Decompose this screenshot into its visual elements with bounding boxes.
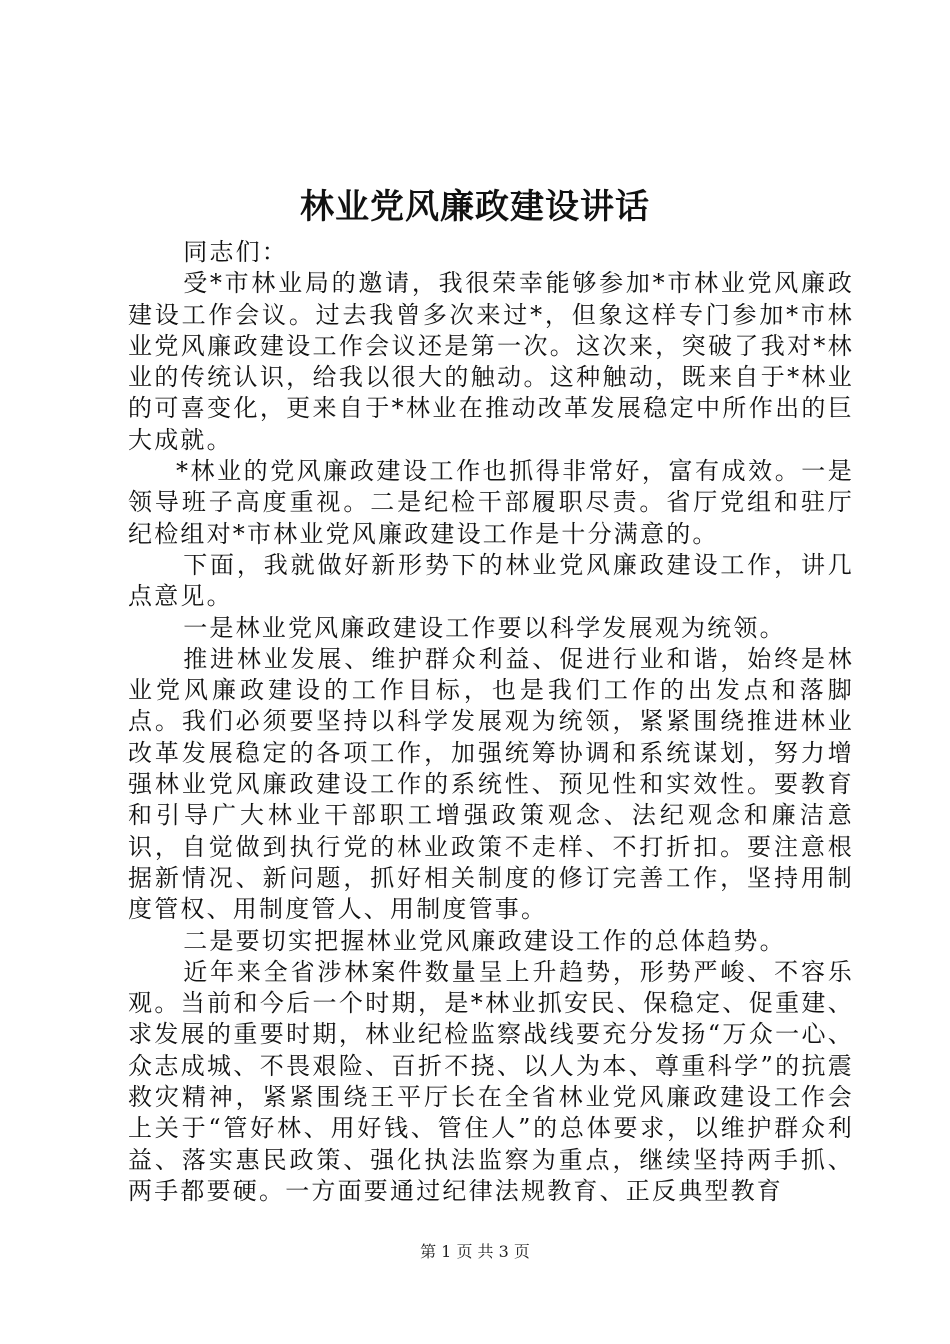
salutation-paragraph: 同志们： (183, 238, 288, 266)
document-title: 林业党风廉政建设讲话 (300, 187, 650, 227)
page-number-label: 第 1 页 共 3 页 (420, 1242, 530, 1261)
section-heading-1: 一是林业党风廉政建设工作要以科学发展观为统领。 (183, 613, 786, 642)
document-body (128, 237, 854, 1207)
body-paragraph-4: 推进林业发展、维护群众利益、促进行业和谐，始终是林业党风廉政建设的工作目标，也是我们工作的出发点和落脚点。我们必须要坚持以科学发展观为统领，紧紧围绕推进林业改革发展稳定的各项工作，加强统筹协调和系统谋划，努力增强林业党风廉政建设工作的系统性、预见性和实效性。要教育和引导广大林业干部职工增强政策观念、法纪观念和廉洁意识，自觉做到执行党的林业政策不走样、不打折扣。要注意根据新情况、新问题，抓好相关制度的修订完善工作，坚持用制度管权、用制度管人、用制度管事。 (128, 644, 854, 924)
section-heading-2: 二是要切实把握林业党风廉政建设工作的总体趋势。 (183, 926, 786, 955)
body-paragraph-1: 受*市林业局的邀请，我很荣幸能够参加*市林业党风廉政建设工作会议。过去我曾多次来过*，但象这样专门参加*市林业党风廉政建设工作会议还是第一次。这次来，突破了我对*林业的传统认识，给我以很大的触动。这种触动，既来自于*林业的可喜变化，更来自于*林业在推动改革发展稳定中所作出的巨大成就。 (128, 269, 854, 454)
body-paragraph-5: 近年来全省涉林案件数量呈上升趋势，形势严峻、不容乐观。当前和今后一个时期，是*林业抓安民、保稳定、促重建、求发展的重要时期，林业纪检监察战线要充分发扬“万众一心、众志成城、不畏艰险、百折不挠、以人为本、尊重科学”的抗震救灾精神，紧紧围绕王平厅长在全省林业党风廉政建设工作会上关于“管好林、用好钱、管住人”的总体要求，以维护群众利益、落实惠民政策、强化执法监察为重点，继续坚持两手抓、两手都要硬。一方面要通过纪律法规教育、正反典型教育 (128, 957, 854, 1205)
body-paragraph-3: 下面，我就做好新形势下的林业党风廉政建设工作，讲几点意见。 (128, 550, 854, 611)
page-footer (0, 1241, 950, 1263)
body-paragraph-2: *林业的党风廉政建设工作也抓得非常好，富有成效。一是领导班子高度重视。二是纪检干部履职尽责。省厅党组和驻厅纪检组对*市林业党风廉政建设工作是十分满意的。 (128, 457, 854, 548)
